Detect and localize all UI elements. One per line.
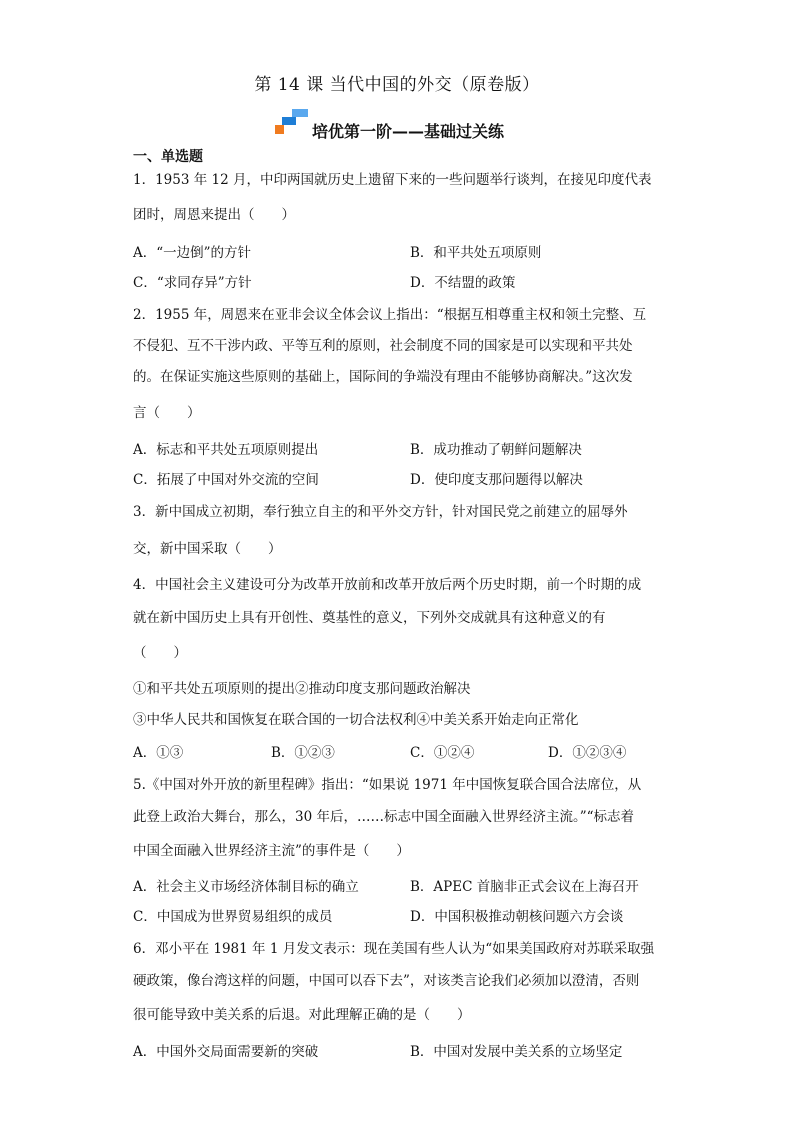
question-1-line-1: 1．1953 年 12 月，中印两国就历史上遗留下来的一些问题举行谈判，在接见印度代表 [133,172,652,188]
section-banner [274,107,574,139]
question-5-line-1: 5.《中国对外开放的新里程碑》指出：“如果说 1971 年中国恢复联合国合法席位，从 [133,777,642,793]
question-5-option-c: C．中国成为世界贸易组织的成员 [133,909,333,925]
question-4-line-5: ③中华人民共和国恢复在联合国的一切合法权利④中美关系开始走向正常化 [133,712,579,728]
question-6-line-2: 硬政策，像台湾这样的问题，中国可以吞下去”，对该类言论我们必须加以澄清，否则 [133,973,640,989]
banner-text: 培优第一阶——基础过关练 [312,122,505,141]
question-4-line-3: （ ） [133,645,187,661]
question-2-line-2: 不侵犯、互不干涉内政、平等互利的原则，社会制度不同的国家是可以实现和平共处 [133,338,633,354]
question-1-option-d: D．不结盟的政策 [410,275,516,291]
question-2-line-4: 言（ ） [133,405,201,421]
question-6-option-a: A．中国外交局面需要新的突破 [133,1044,319,1060]
question-5-option-b: B．APEC 首脑非正式会议在上海召开 [410,879,639,895]
question-6-line-3: 很可能导致中美关系的后退。对此理解正确的是（ ） [133,1007,471,1023]
question-6-option-b: B．中国对发展中美关系的立场坚定 [410,1044,623,1060]
question-2-option-b: B．成功推动了朝鲜问题解决 [410,442,582,458]
question-1-option-b: B．和平共处五项原则 [410,245,542,261]
question-1-option-a: A．“一边倒”的方针 [133,245,252,261]
question-2-option-d: D．使印度支那问题得以解决 [410,472,583,488]
question-3-line-1: 3．新中国成立初期，奉行独立自主的和平外交方针，针对国民党之前建立的屈辱外 [133,504,628,520]
section-heading: 一、单选题 [133,149,203,165]
question-4-option-d: D．①②③④ [548,745,627,761]
question-5-option-d: D．中国积极推动朝核问题六方会谈 [410,909,624,925]
question-3-line-2: 交，新中国采取（ ） [133,541,282,557]
question-4-option-b: B．①②③ [271,745,335,761]
question-5-line-3: 中国全面融入世界经济主流”的事件是（ ） [133,843,410,859]
question-2-option-c: C．拓展了中国对外交流的空间 [133,472,319,488]
question-6-line-1: 6．邓小平在 1981 年 1 月发文表示：现在美国有些人认为“如果美国政府对苏联采取强 [133,941,655,957]
question-2-option-a: A．标志和平共处五项原则提出 [133,442,319,458]
question-4-option-a: A．①③ [133,745,184,761]
page-title: 第 14 课 当代中国的外交（原卷版） [254,75,540,95]
question-4-line-1: 4．中国社会主义建设可分为改革开放前和改革开放后两个历史时期，前一个时期的成 [133,577,642,593]
question-1-line-2: 团时，周恩来提出（ ） [133,207,295,223]
question-5-option-a: A．社会主义市场经济体制目标的确立 [133,879,359,895]
question-2-line-3: 的。在保证实施这些原则的基础上，国际间的争端没有理由不能够协商解决。”这次发 [133,369,633,385]
question-4-line-4: ①和平共处五项原则的提出②推动印度支那问题政治解决 [133,681,471,697]
steps-icon [274,107,310,137]
question-2-line-1: 2．1955 年，周恩来在亚非会议全体会议上指出：“根据互相尊重主权和领土完整、互 [133,307,647,323]
question-1-option-c: C．“求同存异”方针 [133,275,252,291]
question-5-line-2: 此登上政治大舞台，那么，30 年后，……标志中国全面融入世界经济主流。”“标志着 [133,809,635,825]
question-4-option-c: C．①②④ [410,745,475,761]
question-4-line-2: 就在新中国历史上具有开创性、奠基性的意义，下列外交成就具有这种意义的有 [133,610,606,626]
